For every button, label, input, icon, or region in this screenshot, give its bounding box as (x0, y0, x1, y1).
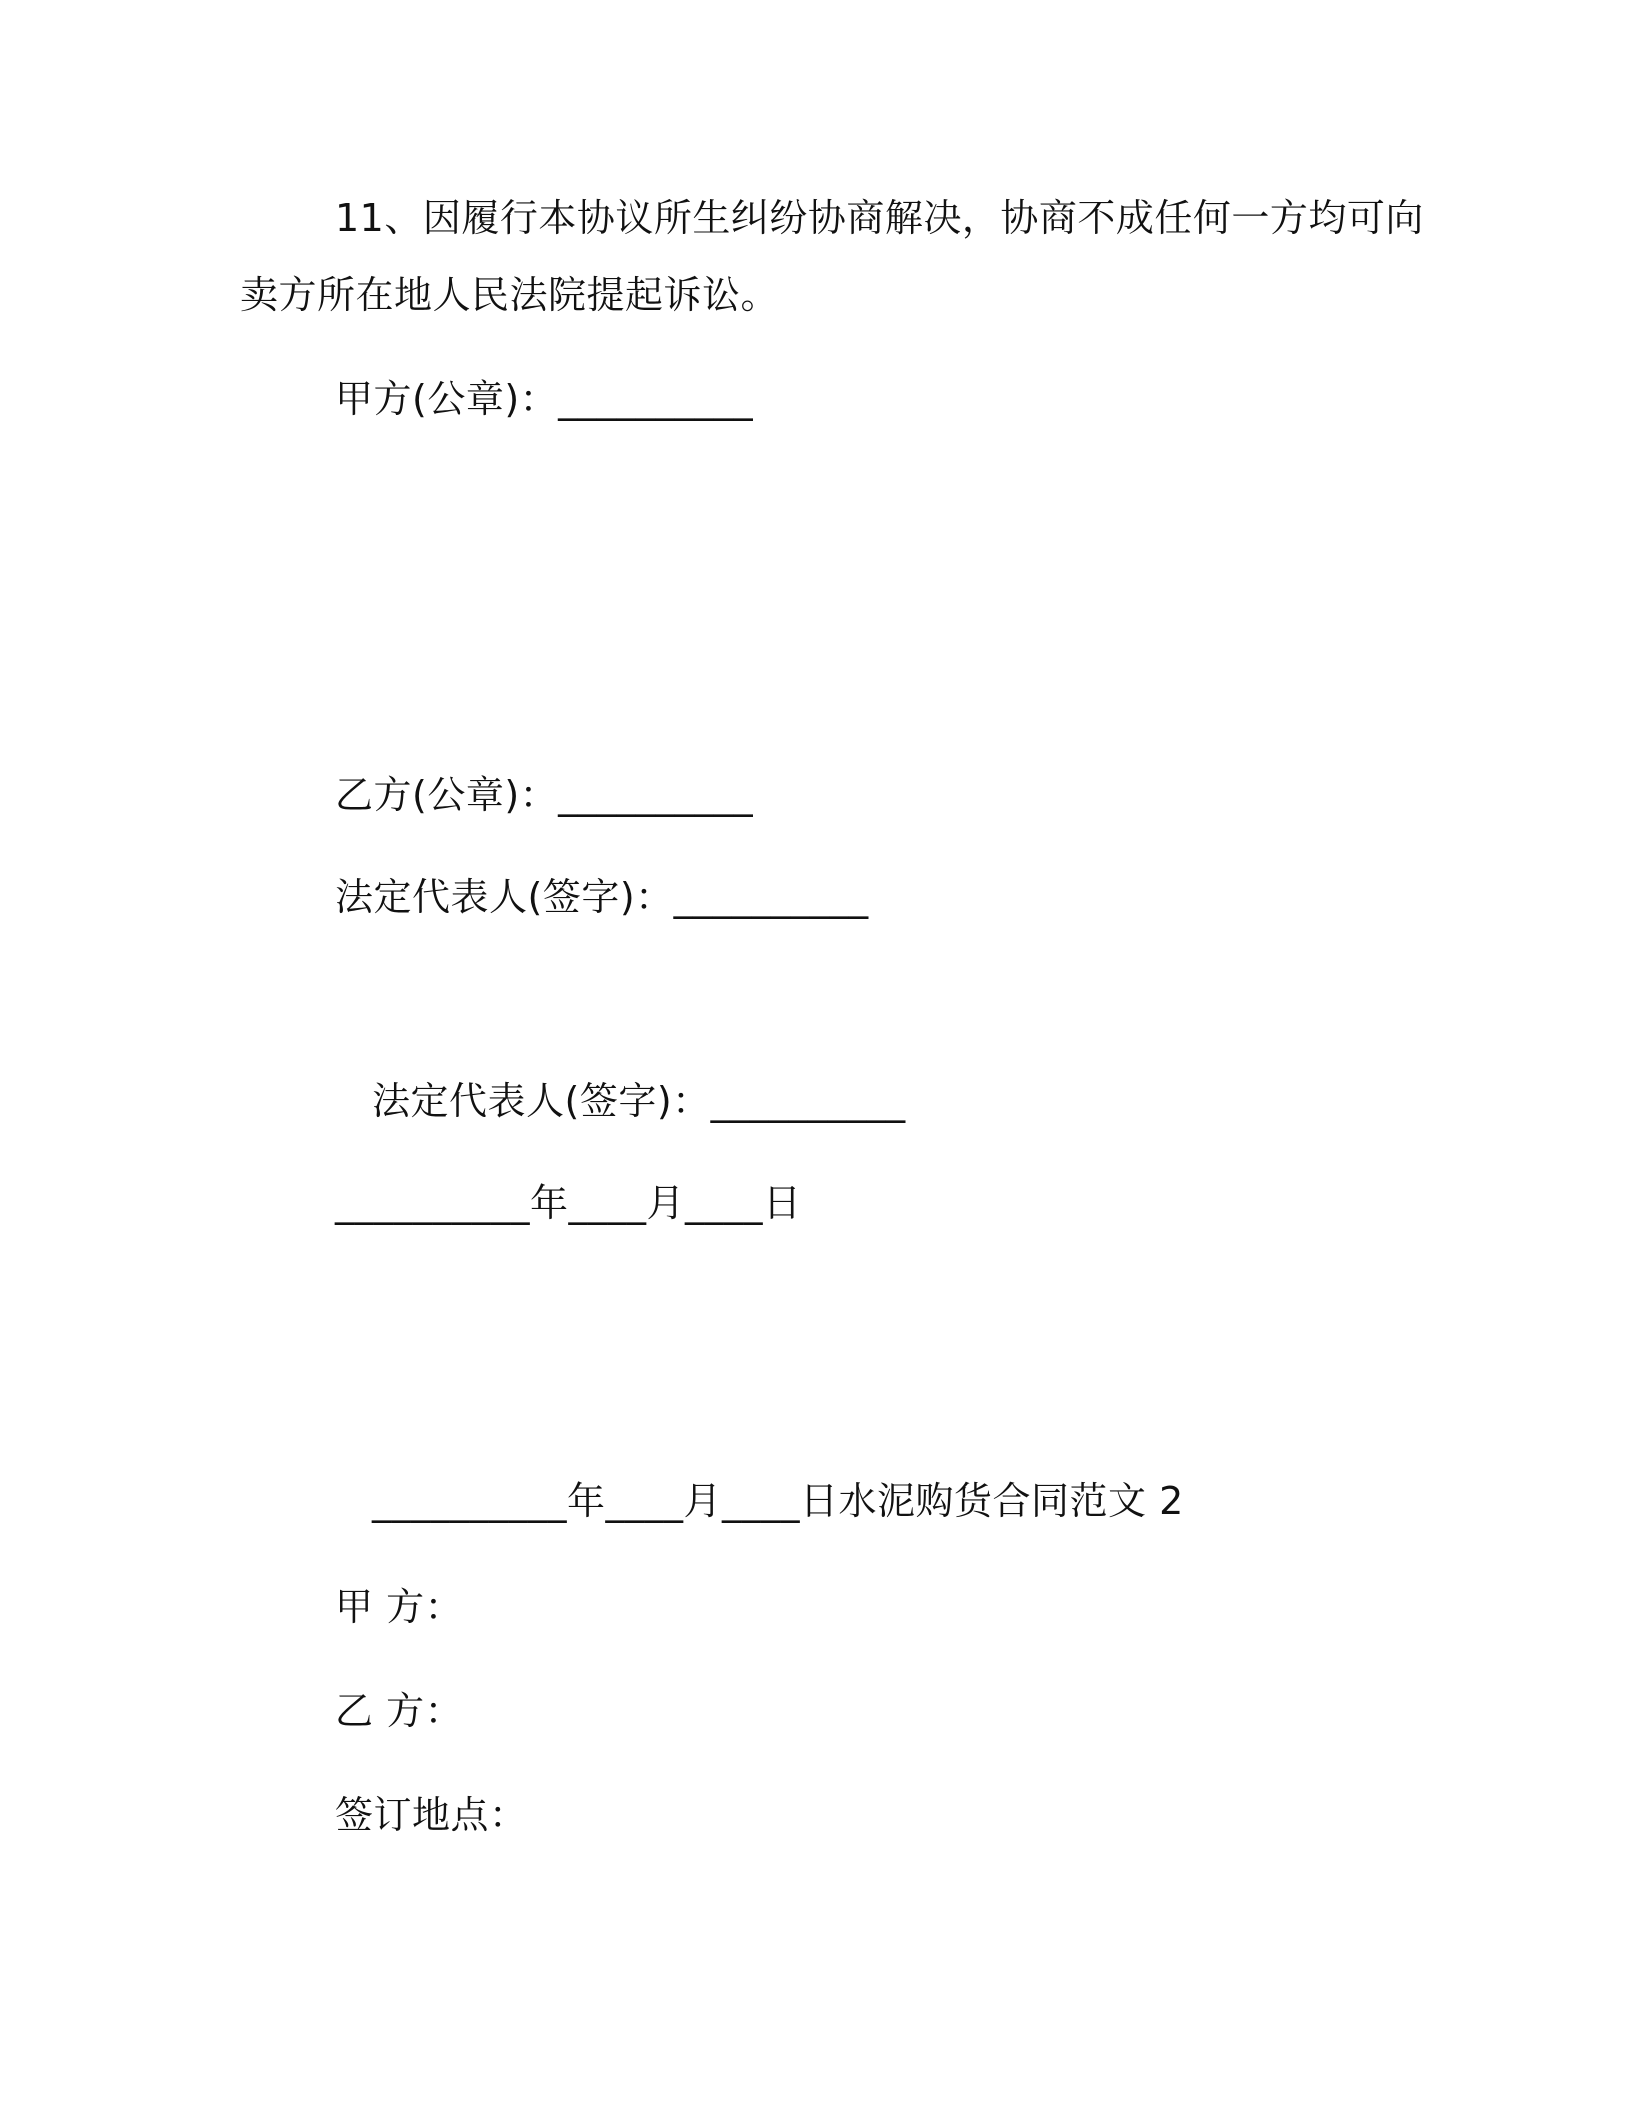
legal-rep-signature-line-1: 法定代表人(签字)：__________ (335, 875, 869, 919)
date-and-contract-title: __________年____月____日水泥购货合同范文 2 (372, 1479, 1184, 1523)
party-a-seal-line: 甲方(公章)：__________ (335, 377, 754, 421)
contract-party-b-label: 乙 方： (335, 1689, 464, 1733)
clause-11-line-1: 11、因履行本协议所生纠纷协商解决，协商不成任何一方均可向 (335, 196, 1424, 240)
party-b-seal-line: 乙方(公章)：__________ (335, 773, 754, 817)
clause-11-line-2: 卖方所在地人民法院提起诉讼。 (240, 273, 780, 317)
signing-place-label: 签订地点： (335, 1793, 528, 1837)
legal-rep-signature-line-2: 法定代表人(签字)：__________ (372, 1079, 906, 1123)
contract-party-a-label: 甲 方： (335, 1585, 464, 1629)
date-line: __________年____月____日 (335, 1181, 802, 1225)
